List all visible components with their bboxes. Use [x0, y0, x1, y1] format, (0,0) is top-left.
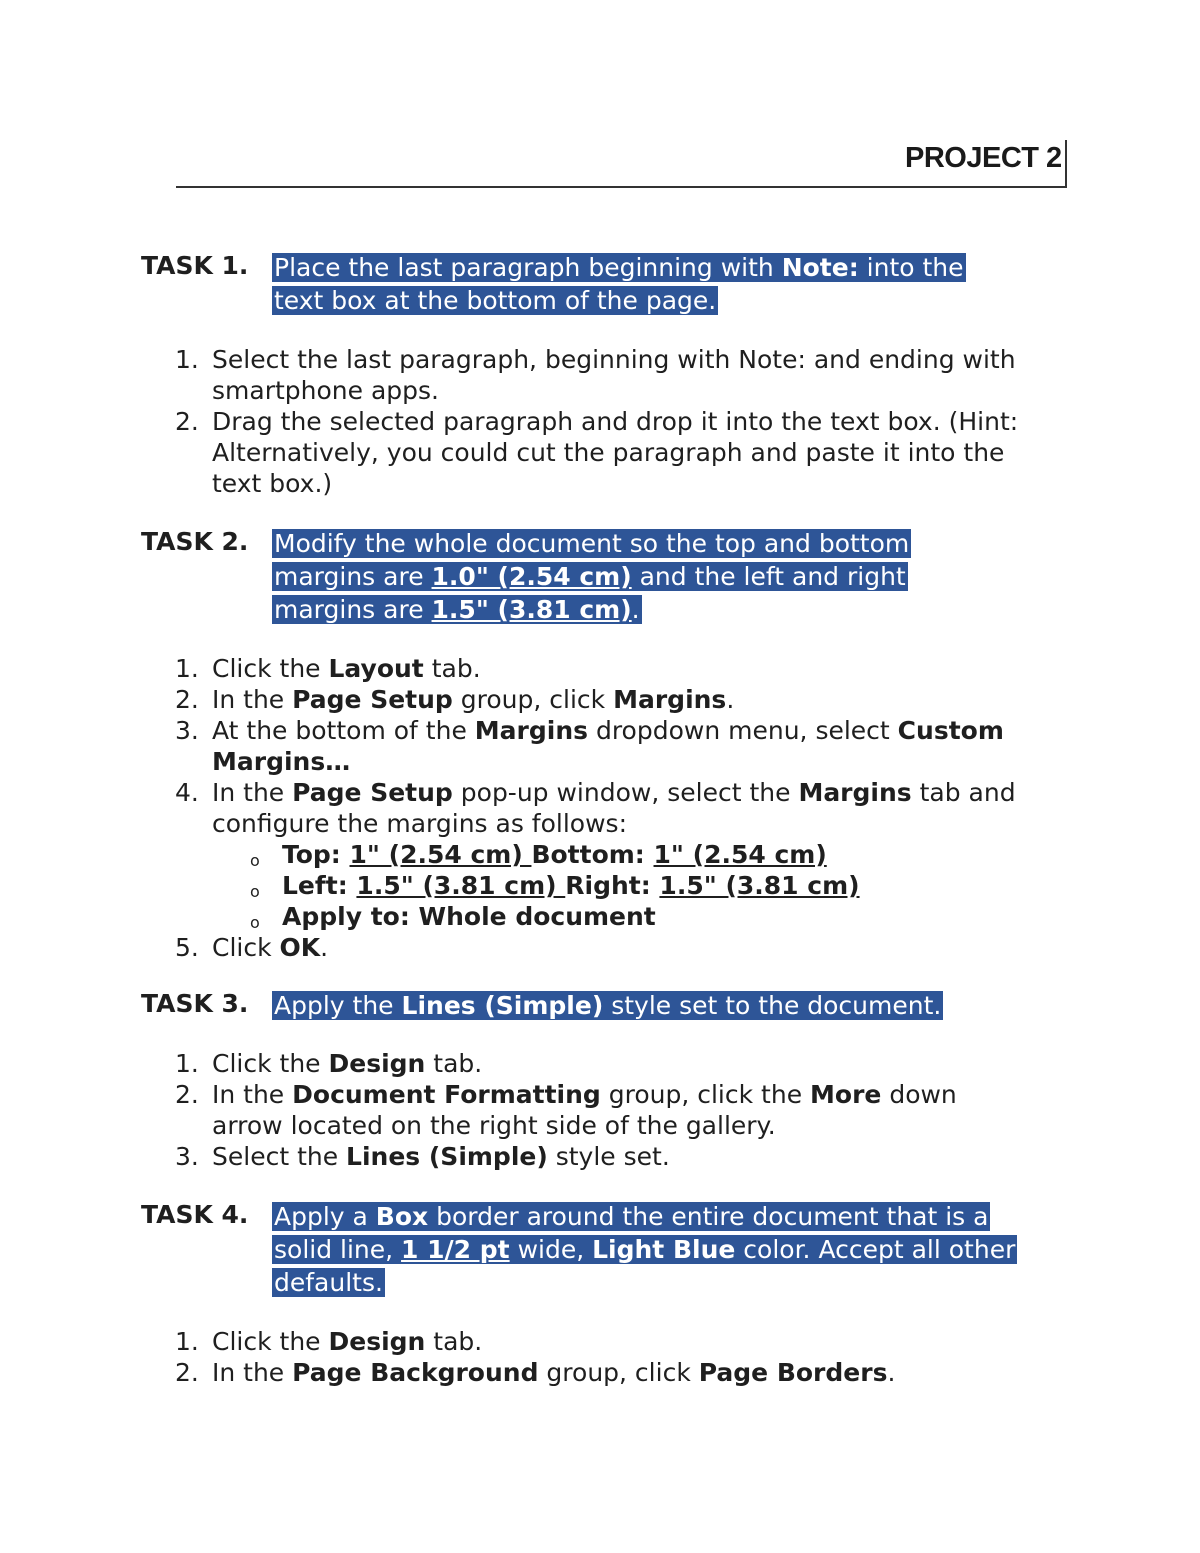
step-text: tab.	[423, 654, 481, 683]
step-text: Drag the selected paragraph and drop it into the text box. (Hint: Alternatively, you could cut the paragraph and paste it into the text box.)	[212, 407, 1019, 498]
step-text: group, click the	[600, 1080, 811, 1109]
task-1-instruction	[272, 251, 1012, 317]
bullet-icon: o	[250, 913, 260, 932]
list-item	[175, 1357, 1035, 1388]
step-text: .	[887, 1358, 896, 1387]
step-number: 2.	[175, 1080, 199, 1109]
step-text: In the	[212, 1358, 293, 1387]
step-text: tab.	[425, 1049, 483, 1078]
task-2-text-c: and the left and right margins are	[274, 562, 906, 624]
task-4-label: TASK 4.	[141, 1200, 249, 1229]
list-item	[175, 344, 1035, 406]
task-1-text-a: Place the last paragraph beginning with	[274, 253, 782, 282]
bullet-icon: o	[250, 882, 260, 901]
setting-label: Bottom:	[531, 840, 654, 869]
list-item	[175, 653, 1075, 684]
setting-value: 1.5" (3.81 cm)	[356, 871, 566, 900]
task-3-steps	[175, 1048, 1035, 1172]
step-text: Click	[212, 933, 280, 962]
step-text-bold: Design	[328, 1049, 426, 1078]
step-number: 1.	[175, 1049, 199, 1078]
page-title: PROJECT 2	[905, 142, 1062, 174]
step-number: 1.	[175, 345, 199, 374]
task-1-text-c: into the text box at the bottom of the page.	[274, 253, 964, 315]
list-item	[175, 932, 1075, 963]
step-number: 2.	[175, 407, 199, 436]
step-number: 2.	[175, 1358, 199, 1387]
step-text-bold: More	[810, 1080, 882, 1109]
step-number: 3.	[175, 1142, 199, 1171]
step-text: Click the	[212, 1327, 329, 1356]
setting-label: Right:	[565, 871, 660, 900]
task-1-label: TASK 1.	[141, 251, 249, 280]
setting-label: Top:	[282, 840, 350, 869]
step-text-bold: Custom Margins…	[212, 716, 1004, 776]
task-2-text-b: 1.0" (2.54 cm)	[431, 562, 632, 591]
task-4-text-f: Light Blue	[592, 1235, 736, 1264]
step-text: dropdown menu, select	[588, 716, 898, 745]
step-number: 5.	[175, 933, 199, 962]
list-item	[175, 1048, 1035, 1079]
step-text: Select the last paragraph, beginning with Note: and ending with smartphone apps.	[212, 345, 1016, 405]
step-text: Click the	[212, 1049, 329, 1078]
header-rule	[176, 186, 1067, 188]
step-text: Select the	[212, 1142, 347, 1171]
list-item	[212, 839, 1075, 870]
task-4-text-c: border around the entire document that is a solid line,	[274, 1202, 989, 1264]
step-text: group, click	[452, 685, 614, 714]
setting-value: 1.5" (3.81 cm)	[659, 871, 860, 900]
step-text: pop-up window, select the	[452, 778, 799, 807]
step-number: 4.	[175, 778, 199, 807]
step-number: 1.	[175, 654, 199, 683]
step-text: down arrow located on the right side of the gallery.	[212, 1080, 957, 1140]
list-item	[175, 684, 1075, 715]
task-3-text-b: Lines (Simple)	[401, 991, 604, 1020]
setting-label: Left:	[282, 871, 357, 900]
step-text: .	[726, 685, 735, 714]
list-item	[175, 1141, 1035, 1172]
step-text: Click the	[212, 654, 329, 683]
task-4-text-a: Apply a	[274, 1202, 376, 1231]
task-4-text-b: Box	[375, 1202, 429, 1231]
step-text-bold: OK	[279, 933, 321, 962]
step-text: tab.	[425, 1327, 483, 1356]
step-number: 1.	[175, 1327, 199, 1356]
step-text-bold: Page Setup	[292, 685, 453, 714]
list-item	[175, 1326, 1035, 1357]
list-item	[175, 406, 1035, 499]
task-1-text-b: Note:	[781, 253, 859, 282]
step-text-bold: Margins	[474, 716, 589, 745]
task-1-steps	[175, 344, 1035, 499]
task-4-steps	[175, 1326, 1035, 1388]
setting-value: 1" (2.54 cm)	[349, 840, 532, 869]
step-text: In the	[212, 778, 293, 807]
setting-value: 1" (2.54 cm)	[653, 840, 827, 869]
task-4-text-d: 1 1/2 pt	[401, 1235, 510, 1264]
list-item	[212, 870, 1075, 901]
step-text: tab and configure the margins as follows:	[212, 778, 1016, 838]
step-text-bold: Margins	[613, 685, 727, 714]
margin-settings-list	[212, 839, 1075, 932]
step-text: group, click	[538, 1358, 699, 1387]
step-text: .	[320, 933, 329, 962]
task-3-label: TASK 3.	[141, 989, 249, 1018]
header-divider	[1065, 140, 1067, 188]
list-item	[175, 715, 1075, 777]
task-3-text-a: Apply the	[274, 991, 402, 1020]
bullet-icon: o	[250, 851, 260, 870]
task-2-text-e: .	[631, 595, 640, 624]
setting-label: Apply to: Whole document	[282, 902, 656, 931]
step-text: In the	[212, 685, 293, 714]
task-2-instruction	[272, 527, 962, 626]
step-text-bold: Lines (Simple)	[346, 1142, 548, 1171]
list-item	[212, 901, 1075, 932]
task-2-steps	[175, 653, 1075, 963]
step-text: At the bottom of the	[212, 716, 475, 745]
task-3-instruction	[272, 989, 1032, 1022]
list-item	[175, 1079, 1035, 1141]
task-2-label: TASK 2.	[141, 527, 249, 556]
step-text-bold: Document Formatting	[292, 1080, 601, 1109]
task-4-instruction	[272, 1200, 1047, 1299]
list-item	[175, 777, 1075, 932]
step-text-bold: Page Background	[292, 1358, 539, 1387]
step-text-bold: Page Setup	[292, 778, 453, 807]
step-text: In the	[212, 1080, 293, 1109]
step-text-bold: Design	[328, 1327, 426, 1356]
task-2-text-a: Modify the whole document so the top and bottom margins are	[274, 529, 910, 591]
step-number: 3.	[175, 716, 199, 745]
step-text-bold: Page Borders	[698, 1358, 888, 1387]
task-2-text-d: 1.5" (3.81 cm)	[431, 595, 632, 624]
step-text-bold: Margins	[798, 778, 912, 807]
step-number: 2.	[175, 685, 199, 714]
step-text-bold: Layout	[328, 654, 424, 683]
task-3-text-c: style set to the document.	[603, 991, 942, 1020]
step-text: style set.	[547, 1142, 670, 1171]
task-4-text-g: color. Accept all other defaults.	[274, 1235, 1016, 1297]
task-4-text-e: wide,	[509, 1235, 593, 1264]
